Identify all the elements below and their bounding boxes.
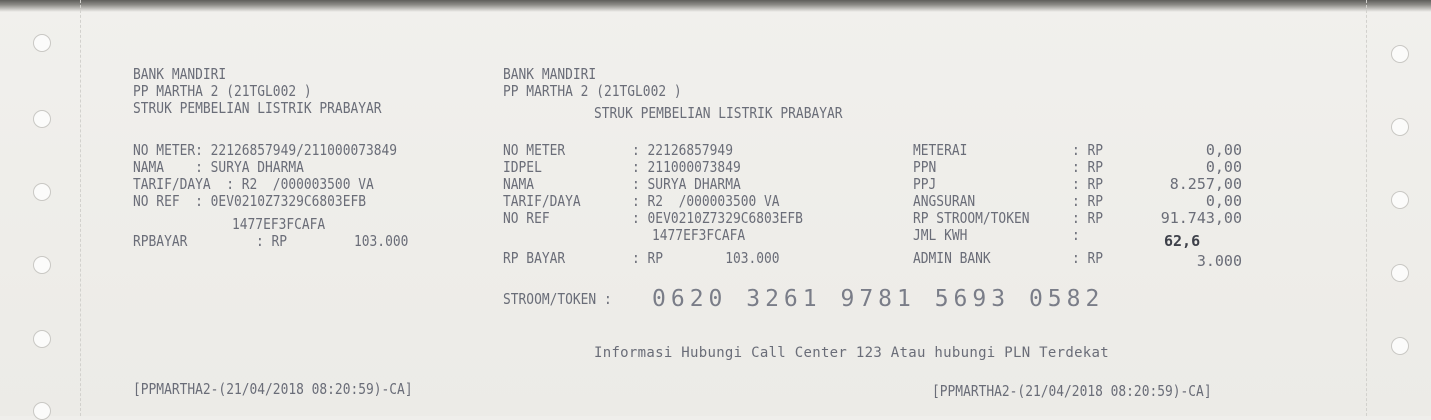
field-value: : R2 /000003500 VA <box>632 192 780 210</box>
left-bayar-label: RPBAYAR <box>133 232 188 250</box>
left-receipt-title: STRUK PEMBELIAN LISTRIK PRABAYAR <box>133 99 382 117</box>
perforation-hole <box>33 34 51 52</box>
charge-value: 3.000 <box>1196 252 1242 270</box>
field-value: : 0EV0210Z7329C6803EFB <box>632 209 803 227</box>
perforation-hole <box>33 402 51 420</box>
paper-edge-shadow <box>0 0 1431 12</box>
field-label: IDPEL <box>503 158 542 176</box>
left-outlet: PP MARTHA 2 (21TGL002 ) <box>133 82 312 100</box>
left-nama: NAMA : SURYA DHARMA <box>133 158 304 176</box>
perforation-hole <box>1391 337 1409 355</box>
charge-label: PPN <box>913 158 937 176</box>
charge-sep: : <box>1072 226 1080 244</box>
charge-label: ANGSURAN <box>913 192 976 210</box>
charge-label: ADMIN BANK <box>913 249 991 267</box>
charge-value: 91.743,00 <box>1160 209 1242 227</box>
left-tear-line <box>80 0 81 416</box>
perforation-hole <box>1391 45 1409 63</box>
field-value: : RP 103.000 <box>632 249 780 267</box>
charge-value: 0,00 <box>1205 158 1242 176</box>
right-footer: [PPMARTHA2-(21/04/2018 08:20:59)-CA] <box>932 382 1212 400</box>
charge-sep: : RP <box>1072 192 1104 210</box>
info-text: Informasi Hubungi Call Center 123 Atau hubungi PLN Terdekat <box>594 345 1109 361</box>
field-label: NO REF <box>503 209 550 227</box>
field-value: : 22126857949 <box>632 141 733 159</box>
perforation-hole <box>1391 191 1409 209</box>
left-ref-1: NO REF : 0EV0210Z7329C6803EFB <box>133 192 367 210</box>
charge-sep: : RP <box>1072 158 1104 176</box>
left-bayar-sep: : RP <box>256 232 288 250</box>
charge-value: 8.257,00 <box>1169 175 1242 193</box>
field-value: : 211000073849 <box>632 158 741 176</box>
left-no-meter: NO METER: 22126857949/211000073849 <box>133 141 398 159</box>
charge-label: METERAI <box>913 141 968 159</box>
left-footer: [PPMARTHA2-(21/04/2018 08:20:59)-CA] <box>133 380 413 398</box>
left-bayar-value: 103.000 <box>354 232 409 250</box>
charge-label: JML KWH <box>913 226 968 244</box>
charge-label: RP STROOM/TOKEN <box>913 209 1030 227</box>
left-tarif: TARIF/DAYA : R2 /000003500 VA <box>133 175 374 193</box>
token-number: 0620 3261 9781 5693 0582 <box>652 286 1105 312</box>
left-ref-2: 1477EF3FCAFA <box>232 215 326 233</box>
perforation-hole <box>33 256 51 274</box>
field-label: TARIF/DAYA <box>503 192 581 210</box>
charge-sep: : RP <box>1072 249 1104 267</box>
charge-value: 0,00 <box>1205 192 1242 210</box>
right-bank-name: BANK MANDIRI <box>503 65 597 83</box>
perforation-hole <box>1391 118 1409 136</box>
field-label: NO METER <box>503 141 566 159</box>
charge-value: 0,00 <box>1205 141 1242 159</box>
right-outlet: PP MARTHA 2 (21TGL002 ) <box>503 82 682 100</box>
field-value: 1477EF3FCAFA <box>652 226 746 244</box>
perforation-hole <box>33 183 51 201</box>
charge-sep: : RP <box>1072 141 1104 159</box>
charge-sep: : RP <box>1072 175 1104 193</box>
field-label: NAMA <box>503 175 535 193</box>
field-label: RP BAYAR <box>503 249 566 267</box>
perforation-hole <box>33 330 51 348</box>
charge-label: PPJ <box>913 175 937 193</box>
charge-sep: : RP <box>1072 209 1104 227</box>
left-bank-name: BANK MANDIRI <box>133 65 227 83</box>
field-value: : SURYA DHARMA <box>632 175 741 193</box>
perforation-hole <box>1391 264 1409 282</box>
perforation-hole <box>33 110 51 128</box>
right-receipt-title: STRUK PEMBELIAN LISTRIK PRABAYAR <box>594 104 843 122</box>
right-tear-line <box>1366 0 1367 416</box>
kwh-value: 62,6 <box>1164 232 1201 250</box>
token-label: STROOM/TOKEN : <box>503 290 612 308</box>
